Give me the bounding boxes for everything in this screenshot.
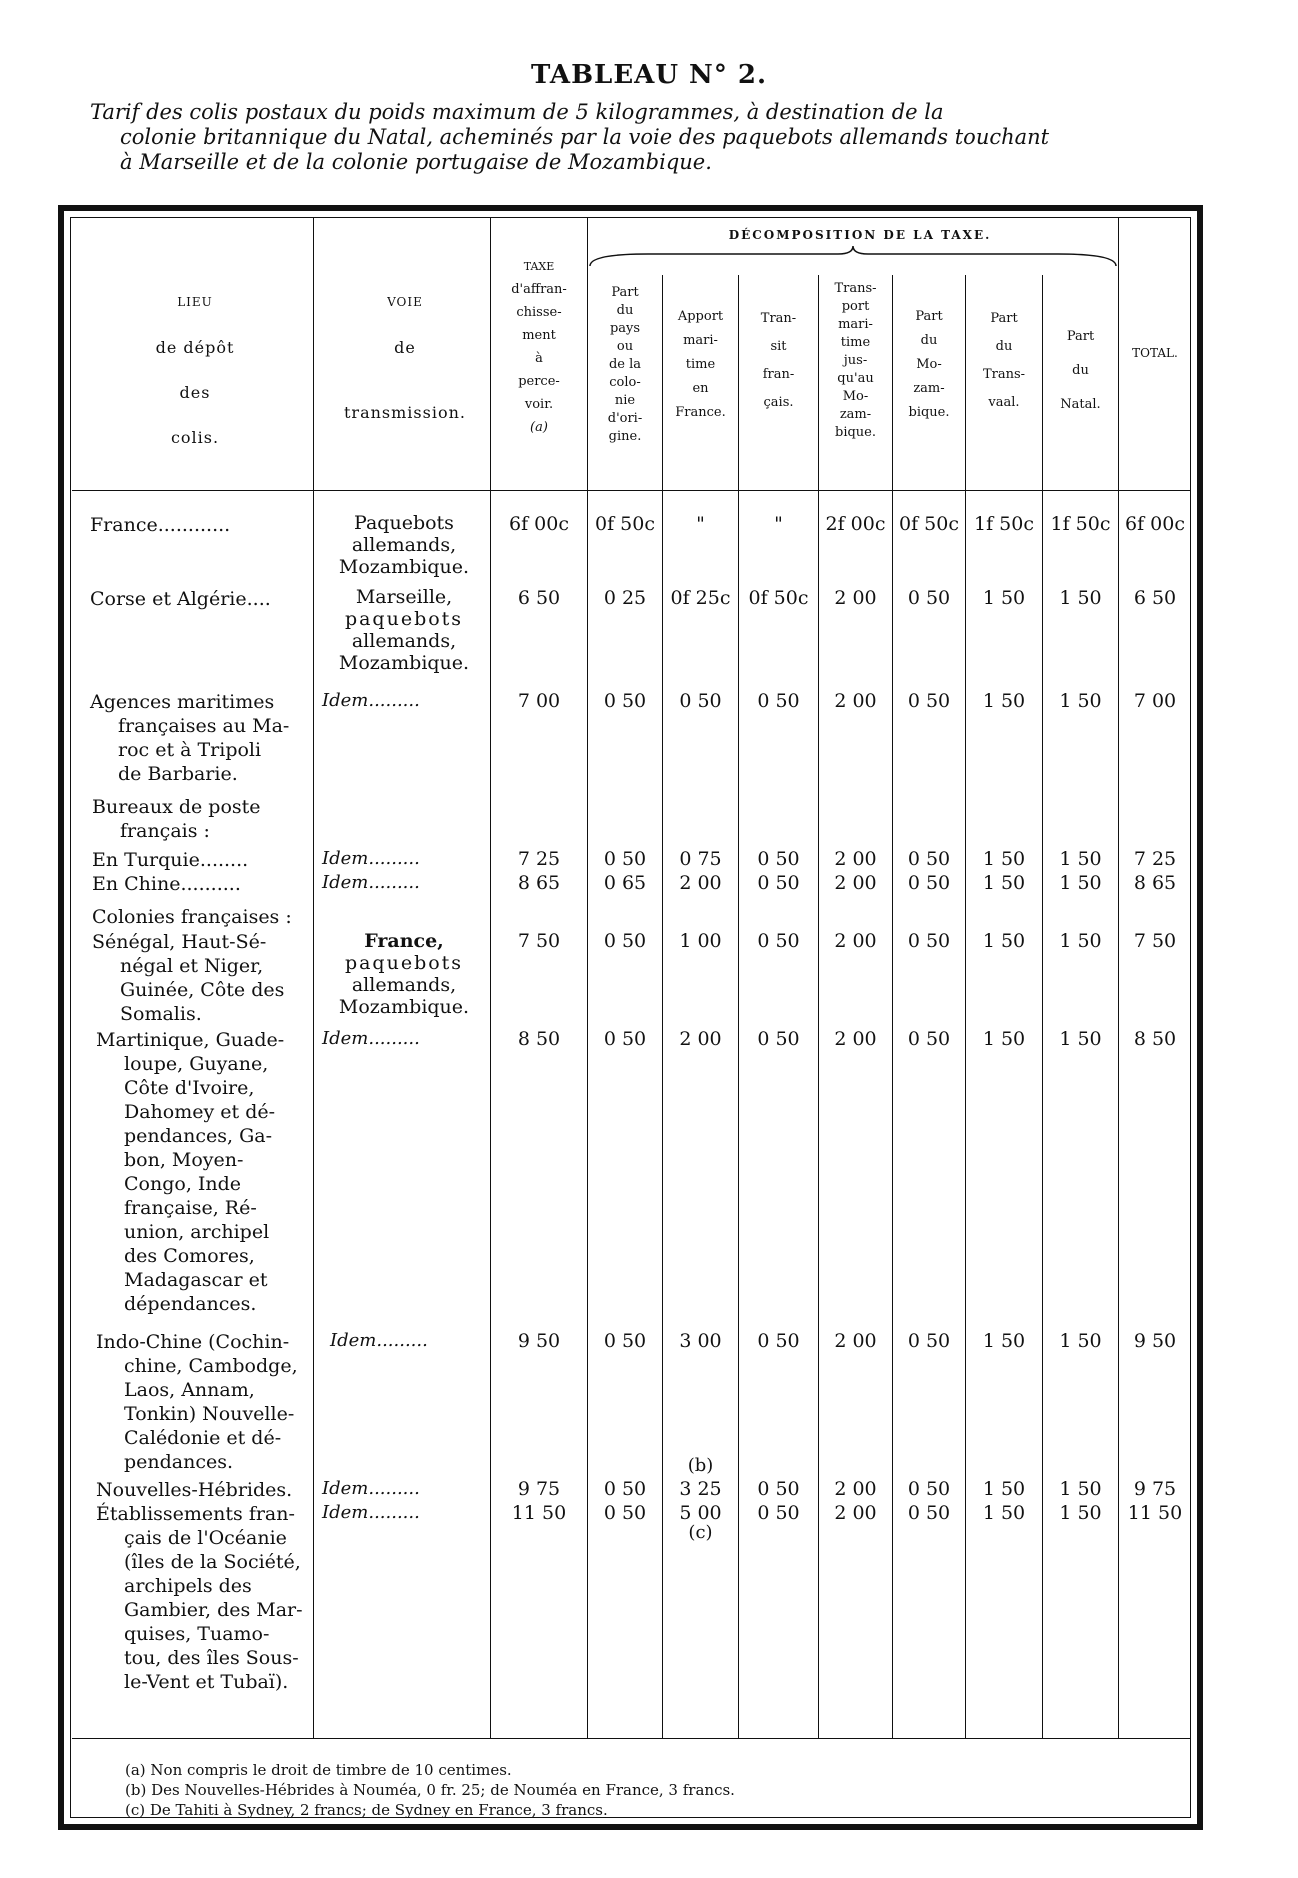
cell-etablissements-0: 11 50 — [511, 1502, 567, 1524]
cell-indochine-4: 2 00 — [834, 1330, 877, 1352]
header-taxe-line: (a) — [530, 420, 548, 435]
lieu-line: le-Vent et Tubaï). — [124, 1671, 289, 1693]
lieu-line: bon, Moyen- — [124, 1149, 244, 1171]
cell-corse-4: 2 00 — [834, 587, 877, 609]
cell-indochine-7: 1 50 — [1059, 1330, 1102, 1352]
cell-etablissements-3: 0 50 — [757, 1502, 800, 1524]
voie-hebrides: Idem......... — [322, 1478, 420, 1499]
footnote-mark-c: (c) — [688, 1522, 713, 1543]
voie-corse — [320, 586, 488, 674]
cell-turquie-8: 7 25 — [1133, 848, 1177, 870]
cell-indochine-3: 0 50 — [757, 1330, 800, 1352]
cell-etablissements-7: 1 50 — [1059, 1502, 1102, 1524]
voie-martinique: Idem......... — [322, 1028, 420, 1049]
voie-line: Mozambique. — [338, 996, 470, 1018]
cell-martinique-2: 2 00 — [679, 1028, 722, 1050]
cell-hebrides-5: 0 50 — [907, 1478, 951, 1500]
header-transport-line: Mo- — [842, 389, 869, 404]
header-voie-line: VOIE — [387, 295, 423, 309]
footnotes — [125, 1760, 735, 1820]
lieu-colonies: Colonies françaises : — [92, 906, 292, 928]
cell-chine-2: 2 00 — [679, 872, 722, 894]
cell-agences-0: 7 00 — [517, 690, 561, 712]
header-transport-line: zam- — [839, 407, 872, 422]
cell-france-7: 1f 50c — [1050, 513, 1111, 535]
voie-line: Mozambique. — [338, 652, 470, 674]
lieu-line: Côte d'Ivoire, — [124, 1077, 255, 1099]
lieu-indochine — [96, 1330, 298, 1474]
decomposition-brace — [588, 246, 1118, 268]
column-rule — [587, 218, 588, 1738]
lieu-hebrides: Nouvelles-Hébrides. — [96, 1479, 293, 1501]
cell-indochine-0: 9 50 — [517, 1330, 561, 1352]
cell-corse-6: 1 50 — [982, 587, 1026, 609]
header-lieu-line: des — [179, 383, 211, 402]
header-lieu-line: colis. — [170, 428, 220, 447]
lieu-line: de Barbarie. — [118, 763, 238, 785]
header-taxe-line: ment — [522, 328, 556, 343]
lieu-line: pendances, Ga- — [124, 1125, 273, 1147]
cell-chine-1: 0 65 — [603, 872, 647, 894]
header-part-moz-line: zam- — [913, 381, 945, 396]
voie-line: Mozambique. — [338, 556, 470, 578]
cell-turquie-1: 0 50 — [603, 848, 647, 870]
column-rule — [738, 275, 739, 1738]
lieu-line: (îles de la Société, — [124, 1551, 301, 1573]
header-lieu-line: de dépôt — [155, 338, 235, 357]
cell-turquie-7: 1 50 — [1059, 848, 1102, 870]
cell-turquie-4: 2 00 — [834, 848, 877, 870]
cell-senegal-7: 1 50 — [1059, 930, 1102, 952]
cell-senegal-0: 7 50 — [517, 930, 561, 952]
header-part-natal-line: Natal. — [1060, 397, 1101, 412]
cell-hebrides-8: 9 75 — [1133, 1478, 1177, 1500]
header-lieu-line: LIEU — [177, 295, 213, 309]
cell-senegal-2: 1 00 — [679, 930, 722, 952]
header-part-moz-line: du — [920, 333, 938, 348]
cell-hebrides-7: 1 50 — [1059, 1478, 1102, 1500]
header-transport-line: time — [840, 335, 871, 350]
cell-turquie-3: 0 50 — [757, 848, 800, 870]
header-apport-line: mari- — [683, 333, 718, 348]
cell-agences-2: 0 50 — [679, 690, 722, 712]
voie-line: allemands, — [351, 974, 457, 996]
lieu-line: chine, Cambodge, — [124, 1355, 298, 1377]
cell-agences-4: 2 00 — [834, 690, 877, 712]
header-taxe-line: d'affran- — [511, 282, 567, 297]
voie-agences: Idem......... — [322, 690, 420, 711]
cell-agences-8: 7 00 — [1133, 690, 1177, 712]
table-caption — [90, 100, 1200, 175]
lieu-line: négal et Niger, — [120, 955, 264, 977]
header-transport-line: Trans- — [834, 281, 877, 296]
header-part-pays-line: pays — [609, 321, 641, 336]
lieu-line: Martinique, Guade- — [96, 1029, 285, 1051]
cell-corse-5: 0 50 — [907, 587, 951, 609]
header-transit-line: Tran- — [760, 311, 797, 326]
header-part-pays-line: de la — [608, 357, 642, 372]
header-taxe-line: TAXE — [523, 260, 555, 273]
cell-turquie-0: 7 25 — [517, 848, 561, 870]
cell-hebrides-1: 0 50 — [603, 1478, 647, 1500]
cell-chine-5: 0 50 — [907, 872, 951, 894]
header-part-pays-line: gine. — [608, 429, 642, 444]
header-part-pays-line: nie — [614, 393, 636, 408]
header-lieu — [120, 280, 270, 460]
lieu-line: Calédonie et dé- — [124, 1427, 282, 1449]
cell-senegal-8: 7 50 — [1133, 930, 1177, 952]
cell-france-1: 0f 50c — [595, 513, 655, 535]
cell-hebrides-0: 9 75 — [517, 1478, 561, 1500]
cell-turquie-6: 1 50 — [982, 848, 1026, 870]
lieu-line: Bureaux de poste — [92, 796, 261, 818]
lieu-line: française, Ré- — [124, 1197, 257, 1219]
header-transit-line: fran- — [762, 367, 795, 382]
header-apport-line: time — [685, 357, 716, 372]
column-rule — [662, 275, 663, 1738]
lieu-chine: En Chine.......... — [92, 873, 241, 895]
cell-hebrides-4: 2 00 — [834, 1478, 877, 1500]
cell-chine-6: 1 50 — [982, 872, 1026, 894]
voie-line: France, — [364, 930, 444, 952]
lieu-line: roc et à Tripoli — [118, 739, 262, 761]
header-voie-line: de — [394, 338, 416, 357]
voie-chine: Idem......... — [322, 872, 420, 893]
cell-senegal-6: 1 50 — [982, 930, 1026, 952]
header-part-moz-line: Mo- — [916, 357, 942, 372]
header-part-transvaal — [967, 305, 1041, 417]
cell-corse-0: 6 50 — [517, 587, 561, 609]
cell-france-4: 2f 00c — [825, 513, 886, 535]
cell-indochine-6: 1 50 — [982, 1330, 1026, 1352]
cell-france-0: 6f 00c — [509, 513, 569, 535]
cell-etablissements-8: 11 50 — [1127, 1502, 1183, 1524]
column-rule — [818, 275, 819, 1738]
lieu-senegal — [92, 930, 284, 1026]
lieu-line: pendances. — [124, 1451, 234, 1473]
header-transport — [820, 280, 891, 442]
header-transit — [740, 305, 817, 417]
lieu-line: Congo, Inde — [124, 1173, 242, 1195]
header-part-pays-line: Part — [611, 285, 639, 300]
cell-corse-1: 0 25 — [603, 587, 647, 609]
voie-france — [320, 512, 488, 578]
lieu-line: quises, Tuamo- — [124, 1623, 270, 1645]
caption-line-3: à Marseille et de la colonie portugaise de Mozambique. — [120, 150, 712, 174]
cell-turquie-5: 0 50 — [907, 848, 951, 870]
header-part-pays-line: colo- — [609, 375, 641, 390]
cell-agences-5: 0 50 — [907, 690, 951, 712]
cell-martinique-5: 0 50 — [907, 1028, 951, 1050]
caption-line-2: colonie britannique du Natal, acheminés par la voie des paquebots allemands touchant — [120, 125, 1050, 149]
cell-corse-8: 6 50 — [1133, 587, 1177, 609]
cell-chine-3: 0 50 — [757, 872, 800, 894]
lieu-corse: Corse et Algérie.... — [90, 588, 271, 610]
cell-martinique-7: 1 50 — [1059, 1028, 1102, 1050]
cell-agences-6: 1 50 — [982, 690, 1026, 712]
header-apport — [664, 305, 737, 425]
lieu-line: union, archipel — [124, 1221, 270, 1243]
header-transport-line: qu'au — [837, 371, 874, 386]
cell-france-2: " — [696, 513, 705, 535]
lieu-line: dépendances. — [124, 1293, 257, 1315]
cell-france-5: 0f 50c — [899, 513, 959, 535]
voie-line: allemands, — [351, 630, 457, 652]
cell-indochine-2: 3 00 — [679, 1330, 722, 1352]
header-rule — [72, 490, 1190, 491]
column-rule — [490, 218, 491, 1738]
voie-etablissements: Idem......... — [322, 1502, 420, 1523]
lieu-line: françaises au Ma- — [118, 715, 290, 737]
column-rule — [313, 218, 314, 1738]
cell-martinique-4: 2 00 — [834, 1028, 877, 1050]
voie-line: paquebots — [344, 952, 464, 974]
cell-chine-8: 8 65 — [1133, 872, 1177, 894]
cell-etablissements-4: 2 00 — [834, 1502, 877, 1524]
lieu-line: Madagascar et — [124, 1269, 268, 1291]
cell-martinique-0: 8 50 — [517, 1028, 561, 1050]
cell-hebrides-3: 0 50 — [757, 1478, 800, 1500]
cell-france-8: 6f 00c — [1125, 513, 1185, 535]
cell-corse-3: 0f 50c — [748, 587, 809, 609]
lieu-line: Agences maritimes — [90, 691, 275, 713]
lieu-france: France............ — [90, 514, 231, 536]
lieu-line: Indo-Chine (Cochin- — [96, 1331, 290, 1353]
header-apport-line: Apport — [677, 309, 724, 324]
lieu-line: archipels des — [124, 1575, 252, 1597]
footnote-c: (c) De Tahiti à Sydney, 2 francs; de Sydney en France, 3 francs. — [125, 1801, 608, 1819]
header-apport-line: en — [692, 381, 709, 396]
footnote-a: (a) Non compris le droit de timbre de 10 centimes. — [125, 1761, 512, 1779]
voie-line: Marseille, — [355, 586, 453, 608]
column-rule — [892, 275, 893, 1738]
header-part-transvaal-line: Trans- — [982, 367, 1026, 382]
header-voie — [330, 280, 480, 435]
header-transport-line: mari- — [838, 317, 873, 332]
cell-senegal-4: 2 00 — [834, 930, 877, 952]
lieu-line: Tonkin) Nouvelle- — [124, 1403, 295, 1425]
column-rule — [1042, 275, 1043, 1738]
cell-indochine-5: 0 50 — [907, 1330, 951, 1352]
cell-agences-1: 0 50 — [603, 690, 647, 712]
cell-agences-7: 1 50 — [1059, 690, 1102, 712]
lieu-line: loupe, Guyane, — [124, 1053, 269, 1075]
lieu-line: Laos, Annam, — [124, 1379, 255, 1401]
cell-france-6: 1f 50c — [974, 513, 1034, 535]
header-transport-line: bique. — [835, 425, 876, 440]
header-voie-line: transmission. — [344, 403, 466, 422]
header-part-mozambique — [894, 305, 964, 425]
cell-senegal-3: 0 50 — [757, 930, 800, 952]
cell-hebrides-2: 3 25 — [679, 1478, 722, 1500]
header-part-pays — [589, 284, 661, 446]
lieu-line: Guinée, Côte des — [120, 979, 285, 1001]
footnote-b: (b) Des Nouvelles-Hébrides à Nouméa, 0 fr. 25; de Nouméa en France, 3 francs. — [125, 1781, 735, 1799]
header-part-pays-line: ou — [616, 339, 634, 354]
cell-martinique-1: 0 50 — [603, 1028, 647, 1050]
voie-line: allemands, — [351, 534, 457, 556]
lieu-turquie: En Turquie........ — [92, 849, 249, 871]
cell-agences-3: 0 50 — [757, 690, 800, 712]
cell-france-3: " — [774, 513, 783, 535]
header-transport-line: port — [841, 299, 870, 314]
lieu-agences — [90, 690, 289, 786]
header-taxe-line: perce- — [518, 374, 560, 389]
notes-rule — [72, 1738, 1190, 1739]
cell-etablissements-6: 1 50 — [982, 1502, 1026, 1524]
voie-senegal — [320, 930, 488, 1018]
cell-martinique-8: 8 50 — [1133, 1028, 1177, 1050]
header-taxe-line: chisse- — [516, 305, 562, 320]
cell-etablissements-1: 0 50 — [603, 1502, 647, 1524]
cell-corse-2: 0f 25c — [670, 587, 731, 609]
cell-etablissements-5: 0 50 — [907, 1502, 951, 1524]
header-transit-line: sit — [770, 339, 787, 354]
cell-chine-0: 8 65 — [517, 872, 561, 894]
header-part-natal-line: du — [1072, 363, 1089, 378]
cell-senegal-5: 0 50 — [907, 930, 951, 952]
footnote-mark-b: (b) — [687, 1455, 714, 1476]
cell-chine-4: 2 00 — [834, 872, 877, 894]
lieu-line: tou, des îles Sous- — [124, 1647, 299, 1669]
lieu-line: Dahomey et dé- — [124, 1101, 276, 1123]
lieu-line: Somalis. — [120, 1003, 202, 1025]
header-taxe-line: à — [535, 351, 543, 366]
cell-corse-7: 1 50 — [1059, 587, 1102, 609]
decomposition-header: DÉCOMPOSITION DE LA TAXE. — [728, 228, 992, 242]
cell-senegal-1: 0 50 — [603, 930, 647, 952]
header-part-natal — [1044, 320, 1117, 422]
header-apport-line: France. — [675, 405, 726, 420]
voie-indochine: Idem......... — [330, 1330, 428, 1351]
lieu-line: Établissements fran- — [96, 1503, 295, 1525]
lieu-line: Sénégal, Haut-Sé- — [92, 931, 267, 953]
cell-indochine-1: 0 50 — [603, 1330, 647, 1352]
lieu-martinique — [96, 1028, 284, 1316]
voie-line: Paquebots — [354, 512, 454, 534]
cell-chine-7: 1 50 — [1059, 872, 1102, 894]
cell-turquie-2: 0 75 — [679, 848, 722, 870]
header-part-pays-line: d'ori- — [607, 411, 643, 426]
caption-line-1: Tarif des colis postaux du poids maximum de 5 kilogrammes, à destination de la — [90, 100, 944, 124]
header-part-moz-line: Part — [915, 309, 943, 324]
column-rule — [1118, 218, 1119, 1738]
page-title: TABLEAU N° 2. — [530, 60, 768, 90]
lieu-line: français : — [120, 820, 210, 842]
header-part-transvaal-line: Part — [990, 311, 1018, 326]
header-taxe-line: voir. — [524, 397, 554, 412]
header-total: TOTAL. — [1132, 346, 1178, 360]
voie-line: paquebots — [344, 608, 464, 630]
lieu-line: Gambier, des Mar- — [124, 1599, 303, 1621]
lieu-bureaux — [92, 795, 261, 843]
header-transport-line: jus- — [843, 353, 868, 368]
header-part-pays-line: du — [616, 303, 634, 318]
header-part-natal-line: Part — [1066, 329, 1095, 344]
header-part-transvaal-line: du — [995, 339, 1013, 354]
cell-martinique-3: 0 50 — [757, 1028, 800, 1050]
header-part-moz-line: bique. — [908, 405, 950, 420]
lieu-etablissements — [96, 1502, 303, 1694]
header-part-transvaal-line: vaal. — [988, 395, 1020, 410]
column-rule — [965, 275, 966, 1738]
cell-indochine-8: 9 50 — [1133, 1330, 1177, 1352]
cell-etablissements-2: 5 00 — [679, 1502, 722, 1524]
header-taxe — [492, 255, 586, 439]
cell-martinique-6: 1 50 — [982, 1028, 1026, 1050]
lieu-line: çais de l'Océanie — [124, 1527, 287, 1549]
lieu-line: des Comores, — [124, 1245, 255, 1267]
voie-turquie: Idem......... — [322, 848, 420, 869]
header-transit-line: çais. — [763, 395, 794, 410]
cell-hebrides-6: 1 50 — [982, 1478, 1026, 1500]
